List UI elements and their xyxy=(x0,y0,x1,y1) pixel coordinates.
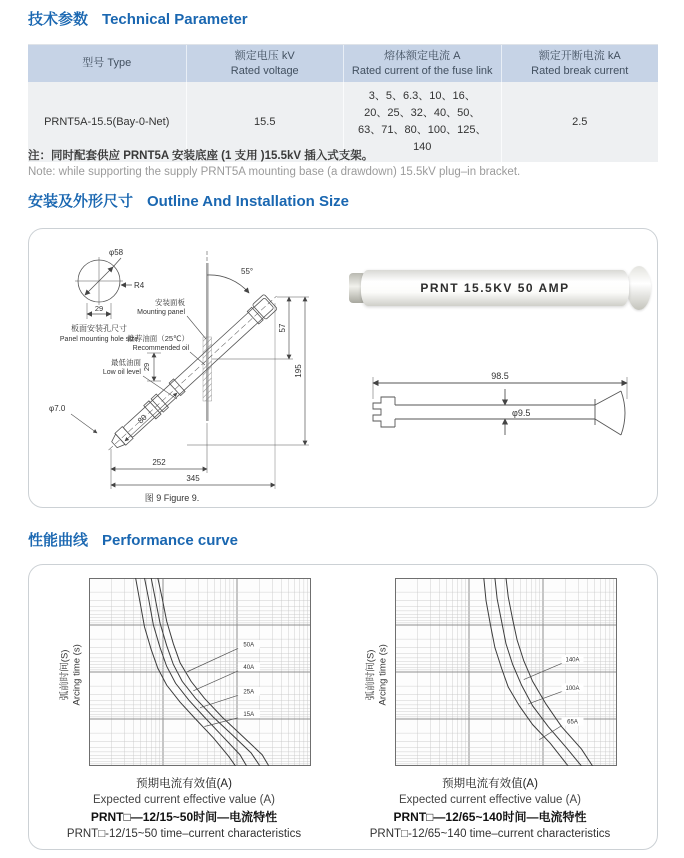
dim-29-hole: 29 xyxy=(94,304,104,313)
svg-text:140A: 140A xyxy=(565,657,580,664)
dim-57: 57 xyxy=(278,323,287,333)
oil-label-zh: 推荐油面（25℃） xyxy=(127,334,189,343)
fuse-right-cap xyxy=(627,266,651,310)
section-title-technical-parameter xyxy=(28,8,248,29)
chart-title-en: PRNT□-12/65~140 time–current characteristics xyxy=(369,827,611,840)
section-title-en: Technical Parameter xyxy=(102,11,248,28)
header-rated-voltage: 额定电压 kV Rated voltage xyxy=(186,45,344,82)
panel-label-zh: 安装面板 xyxy=(155,298,185,307)
svg-text:65A: 65A xyxy=(567,719,578,726)
note-zh: 注：同时配套供应 PRNT5A 安装底座 (1 支用 )15.5kV 插入式支架。 xyxy=(28,150,374,162)
svg-text:100A: 100A xyxy=(565,685,580,692)
y-axis-label: 弧前时间(S) Arcing time (s) xyxy=(366,643,390,706)
note-en: Note: while supporting the supply PRNT5A mounting base (a drawdown) 15.5kV plug–in bracket. xyxy=(28,166,521,178)
figure-caption: 图 9 Figure 9. xyxy=(144,493,200,503)
dim-985: 98.5 xyxy=(491,371,509,381)
dim-345: 345 xyxy=(186,474,200,483)
y-axis-label: 弧前时间(S) Arcing time (s) xyxy=(60,643,84,706)
chart-title-en: PRNT□-12/15~50 time–current characteristics xyxy=(66,827,302,840)
panel-label-en: Mounting panel xyxy=(137,309,185,316)
dim-angle-55: 55° xyxy=(241,267,254,276)
svg-text:15A: 15A xyxy=(243,712,255,719)
performance-chart-15-50 xyxy=(89,578,311,771)
chart-caption xyxy=(361,776,619,842)
dim-252: 252 xyxy=(152,458,166,467)
fuse-tube xyxy=(361,270,629,306)
cell-fuse-current: 3、5、6.3、10、16、20、25、32、40、50、63、71、80、100、125、140 xyxy=(343,82,501,162)
header-type: 型号 Type xyxy=(82,57,132,70)
hole-label-zh: 板面安装孔尺寸 xyxy=(71,324,127,333)
svg-text:50A: 50A xyxy=(243,642,255,649)
svg-text:25A: 25A xyxy=(243,689,255,696)
outline-panel xyxy=(28,228,658,508)
chart-block-15-50 xyxy=(55,578,313,849)
oil-label-en: Recommended oil xyxy=(132,345,189,352)
lowoil-label-zh: 最低油面 xyxy=(111,358,141,367)
section-title-outline xyxy=(28,190,349,211)
section-title-performance xyxy=(28,529,238,550)
x-axis-label-zh: 预期电流有效值(A) xyxy=(442,778,538,790)
installation-drawing xyxy=(37,241,349,503)
cell-voltage: 15.5 xyxy=(186,82,344,162)
dim-dia70: φ7.0 xyxy=(49,404,66,413)
technical-parameter-table xyxy=(28,44,658,162)
svg-text:40A: 40A xyxy=(243,665,255,672)
dim-dia95: φ9.5 xyxy=(512,408,531,418)
fuse-tube-label: PRNT 15.5KV 50 AMP xyxy=(420,281,570,295)
mounting-hole-detail xyxy=(75,257,132,319)
x-axis-label-zh: 预期电流有效值(A) xyxy=(136,778,232,790)
performance-panel xyxy=(28,564,658,850)
performance-chart-65-140 xyxy=(395,578,617,771)
chart-block-65-140 xyxy=(361,578,619,849)
chart-title-zh: PRNT□—12/65~140时间—电流特性 xyxy=(393,810,587,825)
fuse-link-dimension-drawing xyxy=(355,369,655,469)
x-axis-label-en: Expected current effective value (A) xyxy=(93,794,275,807)
chart-caption xyxy=(55,776,313,842)
lowoil-label-en: Low oil level xyxy=(102,369,141,376)
dim-dia58: φ58 xyxy=(109,248,124,257)
header-break-current: 额定开断电流 kA Rated break current xyxy=(501,45,659,82)
section-title-zh: 性能曲线 xyxy=(28,532,89,549)
dim-80: 80 xyxy=(135,412,149,426)
section-title-zh: 技术参数 xyxy=(28,11,89,28)
dim-29-oil: 29 xyxy=(142,362,151,372)
x-axis-label-en: Expected current effective value (A) xyxy=(399,794,581,807)
section-title-en: Performance curve xyxy=(102,532,238,549)
header-fuse-current: 熔体额定电流 A Rated current of the fuse link xyxy=(343,45,501,82)
cell-break-current: 2.5 xyxy=(501,82,659,162)
section-title-zh: 安装及外形尺寸 xyxy=(28,193,134,210)
cell-type: PRNT5A-15.5(Bay-0-Net) xyxy=(44,115,170,128)
hole-label-en: Panel mounting hole size xyxy=(59,336,139,343)
table-header-row xyxy=(28,45,658,82)
dim-r4: R4 xyxy=(134,281,145,290)
section-title-en: Outline And Installation Size xyxy=(147,193,349,210)
fuse-photo xyxy=(347,261,655,317)
dim-195: 195 xyxy=(294,364,303,378)
chart-title-zh: PRNT□—12/15~50时间—电流特性 xyxy=(90,810,278,825)
